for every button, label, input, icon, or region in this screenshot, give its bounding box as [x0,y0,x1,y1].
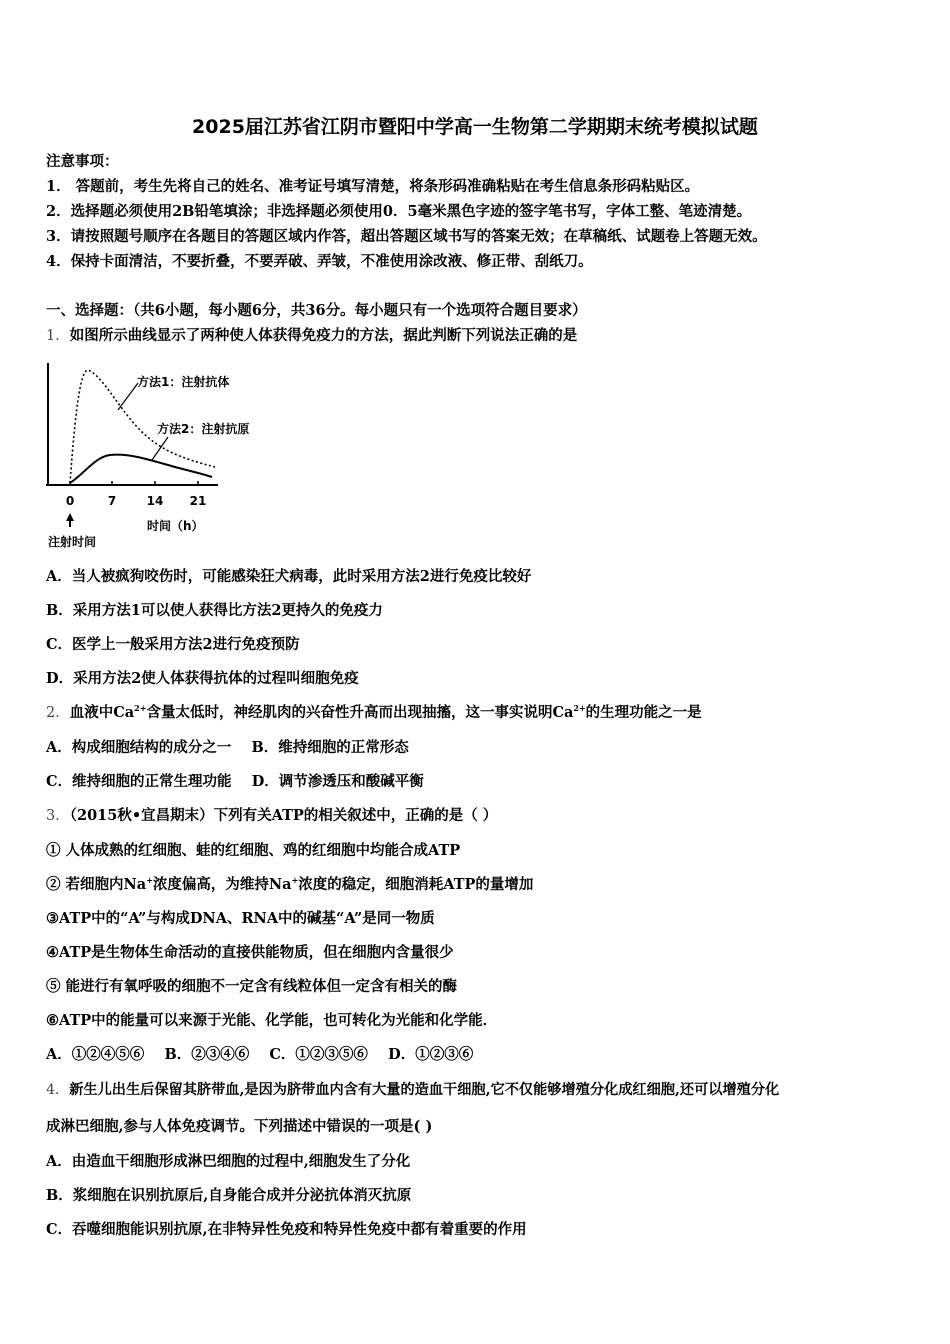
question-2-stem: 2．血液中$Ca^{2+}$含量太低时，神经肌肉的兴奋性升高而出现抽搐，这一事实说明$Ca^{2+}$的生理功能之一是 [46,703,702,721]
question-number: 1． [46,328,70,344]
notice-item-4: 4．保持卡面清洁，不要折叠，不要弄破、弄皱，不准使用涂改液、修正带、刮纸刀。 [46,253,593,270]
q4-option-c: C．吞噬细胞能识别抗原,在非特异性免疫和特异性免疫中都有着重要的作用 [46,1221,527,1238]
notice-heading: 注意事项： [46,153,119,170]
immunity-curve-figure [40,355,290,555]
notice-item-3: 3．请按照题号顺序在各题目的答题区域内作答，超出答题区域书写的答案无效；在草稿纸、试题卷上答题无效。 [46,228,767,245]
q1-option-d: D．采用方法2使人体获得抗体的过程叫细胞免疫 [46,670,359,687]
q2-options-row-2: C．维持细胞的正常生理功能 D．调节渗透压和酸碱平衡 [46,773,424,790]
x-axis-label: 时间（h） [147,519,204,533]
question-number: 4． [46,1082,70,1098]
question-number: 3． [46,808,70,824]
page-title: 2025届江苏省江阴市暨阳中学高一生物第二学期期末统考模拟试题 [192,116,758,138]
notice-item-2: 2．选择题必须使用2B铅笔填涂；非选择题必须使用0．5毫米黑色字迹的签字笔书写，字体工整、笔迹清楚。 [46,203,752,220]
question-4-stem-line-2: 成淋巴细胞,参与人体免疫调节。下列描述中错误的一项是( ) [46,1118,433,1135]
tick-label-7: 7 [107,494,117,508]
q1-option-a: A．当人被疯狗咬伤时，可能感染狂犬病毒，此时采用方法2进行免疫比较好 [46,568,532,585]
q3-statement-6: ⑥ATP中的能量可以来源于光能、化学能，也可转化为光能和化学能． [46,1012,498,1029]
q3-statement-1: ① 人体成熟的红细胞、蛙的红细胞、鸡的红细胞中均能合成ATP [46,842,461,859]
injection-time-label: 注射时间 [48,535,97,549]
tick-label-21: 21 [189,494,207,508]
question-3-stem: 3．（2015秋•宜昌期末）下列有关ATP的相关叙述中，正确的是（ ） [46,807,498,824]
question-4-stem-line-1: 4．新生儿出生后保留其脐带血,是因为脐带血内含有大量的造血干细胞,它不仅能够增殖分化成红细胞,还可以增殖分化 [46,1082,780,1098]
q1-option-c: C．医学上一般采用方法2进行免疫预防 [46,636,300,653]
question-1-stem: 1．如图所示曲线显示了两种使人体获得免疫力的方法，据此判断下列说法正确的是 [46,327,578,344]
method-1-label: 方法1：注射抗体 [137,375,230,389]
q1-option-b: B．采用方法1可以使人获得比方法2更持久的免疫力 [46,602,383,619]
q3-statement-5: ⑤ 能进行有氧呼吸的细胞不一定含有线粒体但一定含有相关的酶 [46,978,458,995]
q3-options: A．①②④⑤⑥ B．②③④⑥ C．①②③⑤⑥ D．①②③⑥ [46,1046,474,1063]
q4-option-b: B．浆细胞在识别抗原后,自身能合成并分泌抗体消灭抗原 [46,1187,412,1204]
q3-statement-3: ③ATP中的“A”与构成DNA、RNA中的碱基“A”是同一物质 [46,910,435,927]
q2-options-row-1: A．构成细胞结构的成分之一 B．维持细胞的正常形态 [46,739,409,756]
label-2-pointer [152,437,168,460]
q4-option-a: A．由造血干细胞形成淋巴细胞的过程中,细胞发生了分化 [46,1153,411,1170]
question-number: 2． [46,705,70,721]
label-1-pointer [118,383,138,410]
section-heading: 一、选择题：（共6小题，每小题6分，共36分。每小题只有一个选项符合题目要求） [46,302,587,319]
method-2-curve [70,455,212,483]
q3-statement-4: ④ATP是生物体生命活动的直接供能物质，但在细胞内含量很少 [46,944,454,961]
q3-statement-2: ② 若细胞内Na+浓度偏高，为维持Na+浓度的稳定，细胞消耗ATP的量增加 [46,875,534,893]
tick-label-0: 0 [65,494,75,508]
method-2-label: 方法2：注射抗原 [157,422,250,436]
injection-arrow-icon [66,513,74,527]
tick-label-14: 14 [146,494,164,508]
notice-item-1: 1． 答题前，考生先将自己的姓名、准考证号填写清楚，将条形码准确粘贴在考生信息条形码粘贴区。 [46,178,700,195]
